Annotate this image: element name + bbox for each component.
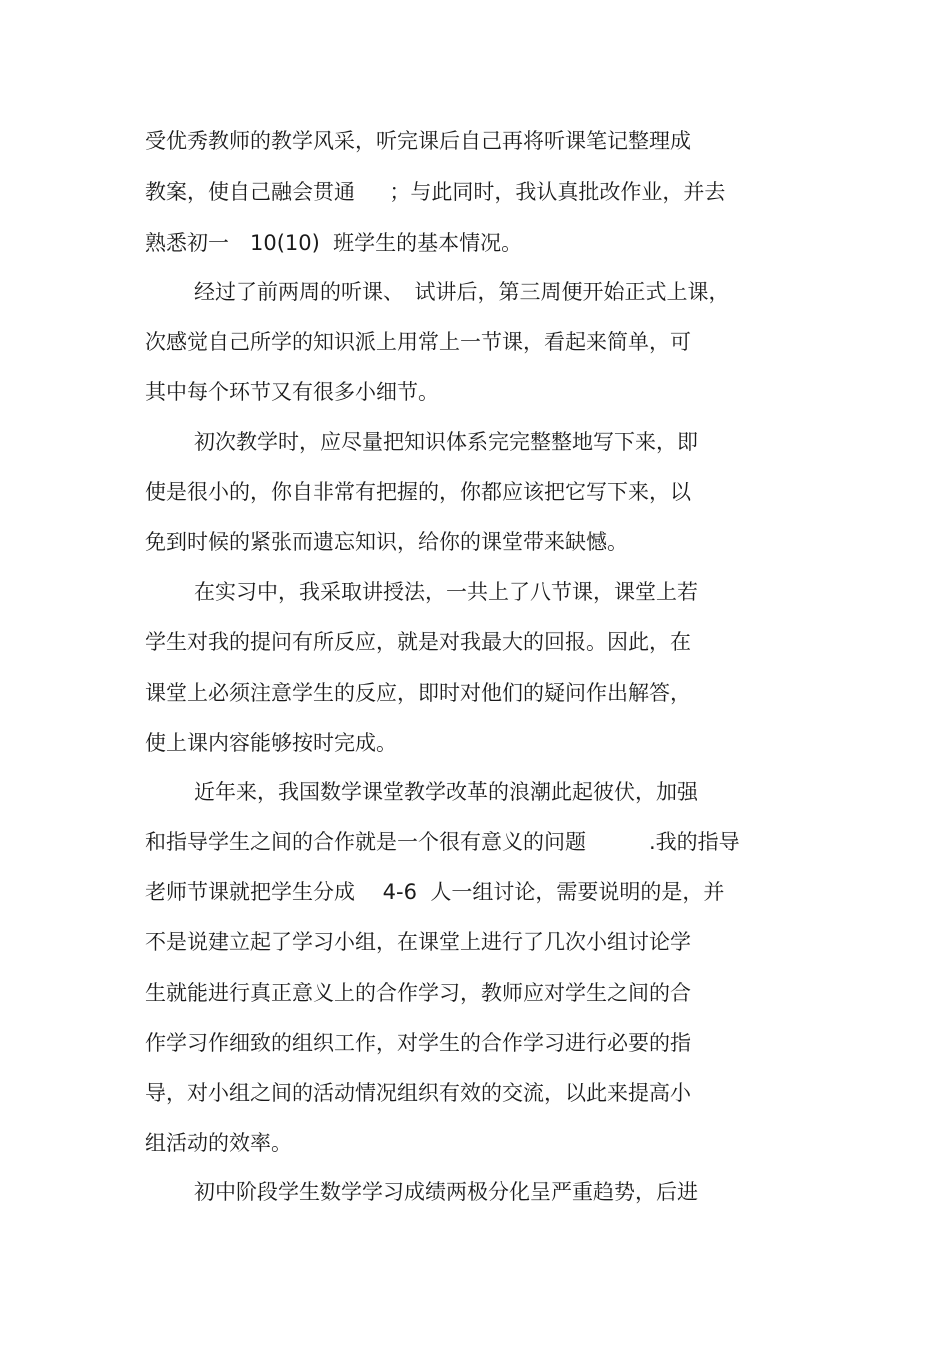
text-line: 使是很小的，你自非常有把握的，你都应该把它写下来，以 [145, 480, 691, 504]
text-line: 不是说建立起了学习小组，在课堂上进行了几次小组讨论学 [145, 930, 691, 954]
paragraph-first-line: 近年来，我国数学课堂教学改革的浪潮此起彼伏，加强 [194, 780, 698, 804]
text-line: 导，对小组之间的活动情况组织有效的交流，以此来提高小 [145, 1081, 691, 1105]
text-line: 次感觉自己所学的知识派上用常上一节课，看起来简单，可 [145, 330, 691, 354]
text-line: 使上课内容能够按时完成。 [145, 731, 397, 755]
text-line: 受优秀教师的教学风采，听完课后自己再将听课笔记整理成 [145, 129, 691, 153]
text-line: 课堂上必须注意学生的反应，即时对他们的疑问作出解答， [145, 681, 691, 705]
text-line: 作学习作细致的组织工作，对学生的合作学习进行必要的指 [145, 1031, 691, 1055]
text-line: 免到时候的紧张而遗忘知识，给你的课堂带来缺憾。 [145, 530, 628, 554]
text-line: 教案，使自己融会贯通 ；与此同时，我认真批改作业，并去 [145, 180, 726, 204]
text-line: 熟悉初一 10(10) 班学生的基本情况。 [145, 231, 523, 255]
text-line: 生就能进行真正意义上的合作学习，教师应对学生之间的合 [145, 981, 691, 1005]
text-line: 学生对我的提问有所反应，就是对我最大的回报。因此，在 [145, 630, 691, 654]
text-line: 其中每个环节又有很多小细节。 [145, 380, 439, 404]
paragraph-first-line: 经过了前两周的听课、 试讲后，第三周便开始正式上课， [194, 280, 730, 304]
text-line: 老师节课就把学生分成 4-6 人一组讨论，需要说明的是，并 [145, 880, 725, 904]
paragraph-first-line: 初中阶段学生数学学习成绩两极分化呈严重趋势，后进 [194, 1180, 698, 1204]
text-line: 和指导学生之间的合作就是一个很有意义的问题 .我的指导 [145, 830, 740, 854]
text-line: 组活动的效率。 [145, 1131, 292, 1155]
paragraph-first-line: 初次教学时，应尽量把知识体系完完整整地写下来，即 [194, 430, 698, 454]
paragraph-first-line: 在实习中，我采取讲授法，一共上了八节课，课堂上若 [194, 580, 698, 604]
